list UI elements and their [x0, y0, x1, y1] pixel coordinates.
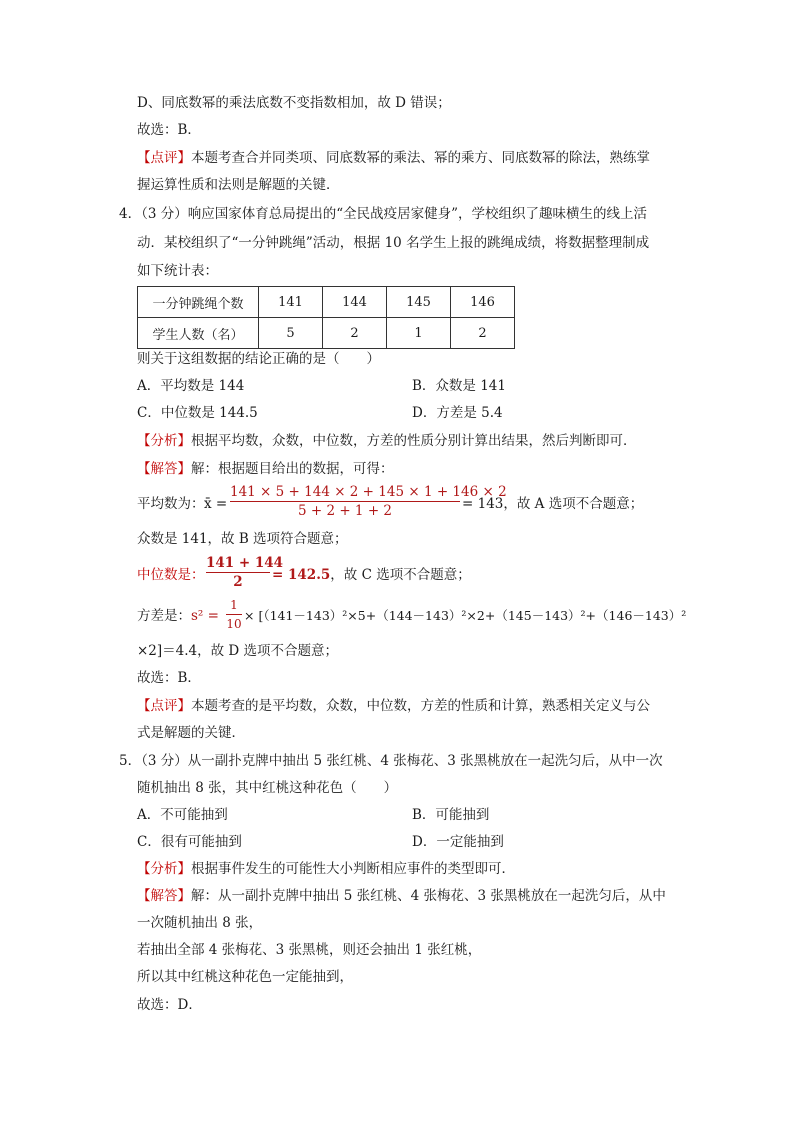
analysis-tag: 【分析】 — [137, 433, 191, 449]
median-tail: ，故 C 选项不合题意； — [330, 567, 471, 583]
fraction-bar — [230, 501, 460, 502]
solution-text: 解：根据题目给出的数据，可得： — [191, 461, 394, 477]
q4-stem-line-3: 如下统计表： — [137, 263, 218, 279]
median-fraction — [206, 555, 284, 590]
q4-option-b: B．众数是 141 — [412, 378, 506, 394]
q5-option-c: C．很有可能抽到 — [137, 834, 242, 850]
fraction-bar — [226, 614, 242, 615]
q5-solution-line-3: 若抽出全部 4 张梅花、3 张黑桃，则还会抽出 1 张红桃， — [137, 942, 482, 958]
table-cell: 一分钟跳绳个数 — [138, 287, 259, 318]
median-result — [272, 565, 471, 585]
median-label: 中位数是： — [137, 567, 205, 583]
fraction-bar — [206, 572, 270, 573]
table-cell: 2 — [451, 318, 515, 349]
table-cell: 1 — [387, 318, 451, 349]
analysis-text: 根据事件发生的可能性大小判断相应事件的类型即可． — [191, 861, 515, 877]
analysis-text: 根据平均数，众数，中位数，方差的性质分别计算出结果，然后判断即可． — [191, 433, 637, 449]
table-cell: 学生人数（名） — [138, 318, 259, 349]
q3-review-line-2: 握运算性质和法则是解题的关键． — [137, 177, 340, 193]
mean-denominator: 5 + 2 + 1 + 2 — [297, 503, 393, 519]
mean-label: 平均数为： — [137, 496, 205, 512]
q4-option-c: C．中位数是 144.5 — [137, 405, 258, 421]
q3-answer: 故选：B． — [137, 122, 201, 138]
median-value: = 142.5 — [272, 567, 331, 583]
q5-option-a: A．不可能抽到 — [137, 807, 228, 823]
variance-label — [137, 606, 219, 626]
q4-review-line-1 — [137, 696, 650, 716]
q5-solution-line-1 — [137, 886, 666, 906]
q4-solution — [137, 459, 394, 479]
mode-line: 众数是 141，故 B 选项符合题意； — [137, 531, 348, 547]
q5-answer: 故选：D． — [137, 997, 202, 1013]
q5-solution-line-2: 一次随机抽出 8 张， — [137, 915, 263, 931]
q4-answer: 故选：B． — [137, 670, 201, 686]
q5-option-d: D．一定能抽到 — [412, 834, 504, 850]
q4-review-line-2: 式是解题的关键． — [137, 725, 245, 741]
mean-symbol — [204, 494, 227, 514]
table-row — [138, 318, 515, 349]
solution-tag: 【解答】 — [137, 888, 191, 904]
review-text: 本题考查的是平均数，众数，中位数，方差的性质和计算，熟悉相关定义与公 — [191, 698, 650, 714]
variance-expression: × [（141－143）²×5+（144－143）²×2+（145－143）²+（146－143）² — [244, 608, 687, 623]
table-cell: 141 — [259, 287, 323, 318]
q4-question: 则关于这组数据的结论正确的是（ ） — [137, 351, 380, 367]
x-bar: x̄ — [204, 496, 212, 512]
table-cell: 2 — [323, 318, 387, 349]
table-cell: 145 — [387, 287, 451, 318]
mean-fraction — [230, 484, 507, 519]
q4-stem-line-1: 4．（3 分）响应国家体育总局提出的“全民战疫居家健身”，学校组织了趣味横生的线上活 — [119, 206, 648, 222]
median-denominator: 2 — [233, 574, 243, 590]
variance-numerator: 1 — [230, 598, 238, 612]
q5-stem-line-1: 5．（3 分）从一副扑克牌中抽出 5 张红桃、4 张梅花、3 张黑桃放在一起洗匀后，从中一次 — [119, 753, 663, 769]
statistics-table — [137, 286, 515, 349]
equals-sign: = — [211, 496, 228, 512]
table-cell: 146 — [451, 287, 515, 318]
q4-analysis — [137, 431, 637, 451]
review-text: 本题考查合并同类项、同底数幂的乘法、幂的乘方、同底数幂的除法，熟练掌 — [191, 150, 650, 166]
median-numerator: 141 + 144 — [206, 555, 284, 571]
s-squared: s² = — [191, 608, 219, 624]
q3-review-line-1 — [137, 148, 650, 168]
variance-fraction — [226, 597, 242, 632]
q4-option-a: A．平均数是 144 — [137, 378, 245, 394]
mean-result: = 143，故 A 选项不合题意； — [462, 496, 644, 512]
solution-text: 解：从一副扑克牌中抽出 5 张红桃、4 张梅花、3 张黑桃放在一起洗匀后，从中 — [191, 888, 666, 904]
table-cell: 5 — [259, 318, 323, 349]
q5-stem-line-2: 随机抽出 8 张，其中红桃这种花色（ ） — [137, 780, 398, 796]
analysis-tag: 【分析】 — [137, 861, 191, 877]
mean-numerator: 141 × 5 + 144 × 2 + 145 × 1 + 146 × 2 — [230, 484, 507, 500]
review-tag: 【点评】 — [137, 698, 191, 714]
table-row — [138, 287, 515, 318]
variance-label-text: 方差是： — [137, 608, 191, 624]
q5-analysis — [137, 859, 515, 879]
solution-tag: 【解答】 — [137, 461, 191, 477]
q4-stem-line-2: 动．某校组织了“一分钟跳绳”活动，根据 10 名学生上报的跳绳成绩，将数据整理制成 — [137, 235, 650, 251]
variance-denominator: 10 — [226, 617, 242, 631]
table-cell: 144 — [323, 287, 387, 318]
variance-line-2: ×2]＝4.4，故 D 选项不合题意； — [137, 643, 339, 659]
q5-solution-line-4: 所以其中红桃这种花色一定能抽到， — [137, 969, 353, 985]
review-tag: 【点评】 — [137, 150, 191, 166]
q3-option-d-explanation: D、同底数幂的乘法底数不变指数相加，故 D 错误； — [137, 95, 451, 111]
q5-option-b: B．可能抽到 — [412, 807, 490, 823]
q4-option-d: D．方差是 5.4 — [412, 405, 503, 421]
